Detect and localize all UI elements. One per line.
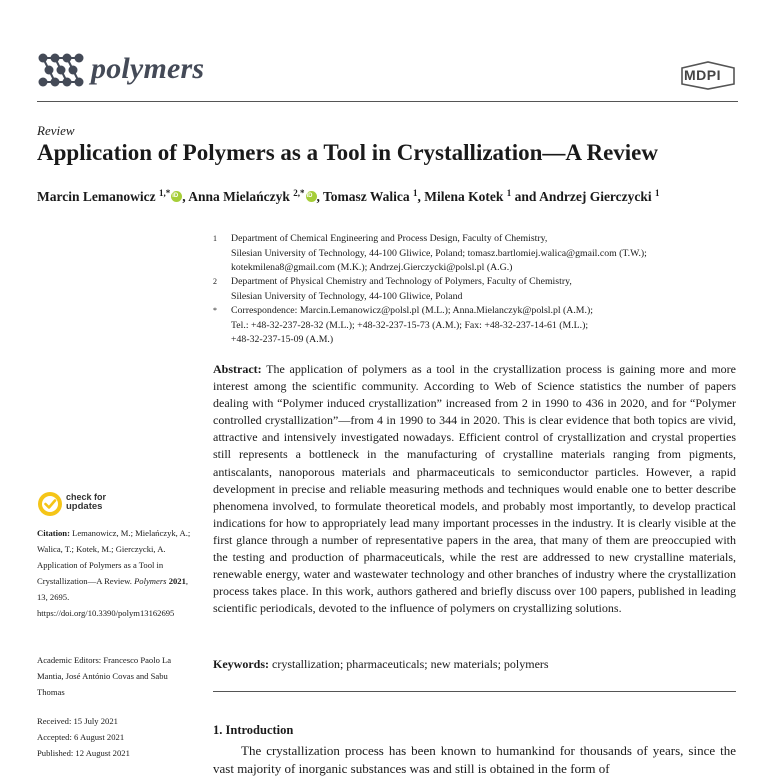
citation-journal: Polymers [134, 576, 167, 586]
citation [37, 525, 197, 621]
correspondence-line: +48-32-237-15-09 (A.M.) [231, 334, 334, 345]
abstract-text: The application of polymers as a tool in the crystallization process is gaining more and more interest among the scientific community. According to Web of Science statistics the number of papers dealing with “Polymer induced crystallization” increased from 2 in 1990 to 436 in 2020, and for “Polymer controlled crystallization”—from 4 in 1990 to 344 in 2020. This is clear evidence that both topics are vivid, attractive and intensively investigated nowadays. Efficient control of crystallization and crystal properties still represents a bottleneck in the manufacturing of crystalline materials ranging from pigments, antiscalants, nanoporous materials and pharmaceuticals to semiconductor particles. However, a rapid development in precise and reliable measuring methods and techniques would enable one to better describe phenomena involved, to formulate theoretical models, and probably most importantly, to develop practical indications for how to appropriately lead many important processes in the industry. It is clearly visible at the first glance through a number of representative papers in the area, that many of them are preoccupied with the testing and production of pharmaceuticals, while the rest are addressed to new crystalline materials, renewable energy, water and wastewater technology and other branches of industry where the crystallization process takes place. In this work, authors gathered and briefly discuss over 100 papers, published in leading scientific periodicals, devoted to the influence of polymers on crystallizing solutions. [213, 362, 736, 616]
citation-doi[interactable]: , 13, 2695. https://doi.org/10.3390/polym13162695 [37, 576, 189, 618]
citation-label: Citation: [37, 528, 70, 538]
author-affiliation-mark: 1,* [158, 188, 171, 198]
affiliation-mark: 2 [213, 277, 217, 286]
author-name[interactable]: Tomasz Walica [323, 189, 410, 204]
article-type: Review [37, 123, 75, 138]
author-name[interactable]: Andrzej Gierczycki [539, 189, 652, 204]
accepted-date: Accepted: 6 August 2021 [37, 732, 125, 742]
polymers-logo-icon [37, 50, 87, 90]
correspondence-mark: * [213, 306, 217, 315]
published-date: Published: 12 August 2021 [37, 748, 130, 758]
author-name[interactable]: Marcin Lemanowicz [37, 189, 156, 204]
affiliation-line[interactable]: Silesian University of Technology, 44-100 Gliwice, Poland; tomasz.bartlomiej.walica@gmail.com (T.W.); [231, 247, 647, 259]
article-title: Application of Polymers as a Tool in Crystallization—A Review [37, 140, 658, 165]
citation-year: 2021 [168, 576, 186, 586]
correspondence-line: Tel.: +48-32-237-28-32 (M.L.); +48-32-237-15-73 (A.M.); Fax: +48-32-237-14-61 (M.L.); [231, 319, 589, 331]
academic-editors: Academic Editors: Francesco Paolo La Mantia, José António Covas and Sabu Thomas [37, 655, 172, 697]
author-affiliation-mark: 2,* [293, 188, 305, 198]
author-affiliation-mark: 1 [655, 188, 660, 198]
orcid-icon[interactable] [306, 191, 317, 202]
author-affiliation-mark: 1 [413, 188, 418, 198]
correspondence-line[interactable]: Correspondence: Marcin.Lemanowicz@polsl.pl (M.L.); Anna.Mielanczyk@polsl.pl (A.M.); [231, 305, 593, 316]
abstract [213, 361, 736, 617]
author-list: Marcin Lemanowicz $^{1,*}$iD , Anna Mielańczyk $^{2,*}$iD , Tomasz Walica $^1$, Milena Kotek $^1$ and Andrzej Gierczycki $^1$ [37, 188, 660, 205]
check-for-updates-icon[interactable] [37, 491, 63, 517]
keywords-text: crystallization; pharmaceuticals; new materials; polymers [269, 657, 549, 671]
section-divider [213, 691, 736, 692]
author-affiliation-mark: 1 [506, 188, 512, 198]
header-divider [37, 101, 738, 102]
author-name[interactable]: Anna Mielańczyk [188, 189, 290, 204]
orcid-icon[interactable] [171, 191, 182, 202]
keywords-label: Keywords: [213, 657, 269, 671]
affiliation-line: Department of Chemical Engineering and Process Design, Faculty of Chemistry, [231, 233, 548, 244]
journal-name: polymers [91, 52, 205, 85]
check-for-updates-line: check for [66, 492, 107, 502]
intro-paragraph: The crystallization process has been known to humankind for thousands of years, since the vast majority of inorganic substances was and still is obtained in the form of [213, 743, 736, 776]
citation-text: Lemanowicz, M.; Mielańczyk, A.; Walica, T.; Kotek, M.; Gierczycki, A. Application of Polymers as a Tool in Crystallization—A Review. [37, 528, 191, 586]
abstract-label: Abstract: [213, 362, 262, 376]
author-name[interactable]: Milena Kotek [424, 189, 504, 204]
affiliation-mark: 1 [213, 234, 217, 243]
keywords [213, 657, 549, 672]
affiliation-line[interactable]: kotekmilena8@gmail.com (M.K.); Andrzej.Gierczycki@polsl.pl (A.G.) [231, 262, 513, 273]
publication-dates [37, 713, 197, 761]
check-for-updates[interactable] [66, 492, 106, 512]
affiliation-line: Department of Physical Chemistry and Technology of Polymers, Faculty of Chemistry, [231, 276, 572, 287]
publisher-name: MDPI [684, 67, 721, 83]
check-for-updates-line: updates [66, 501, 103, 512]
section-heading: 1. Introduction [213, 723, 294, 737]
received-date: Received: 15 July 2021 [37, 716, 118, 726]
affiliation-line: Silesian University of Technology, 44-100 Gliwice, Poland [231, 290, 463, 302]
